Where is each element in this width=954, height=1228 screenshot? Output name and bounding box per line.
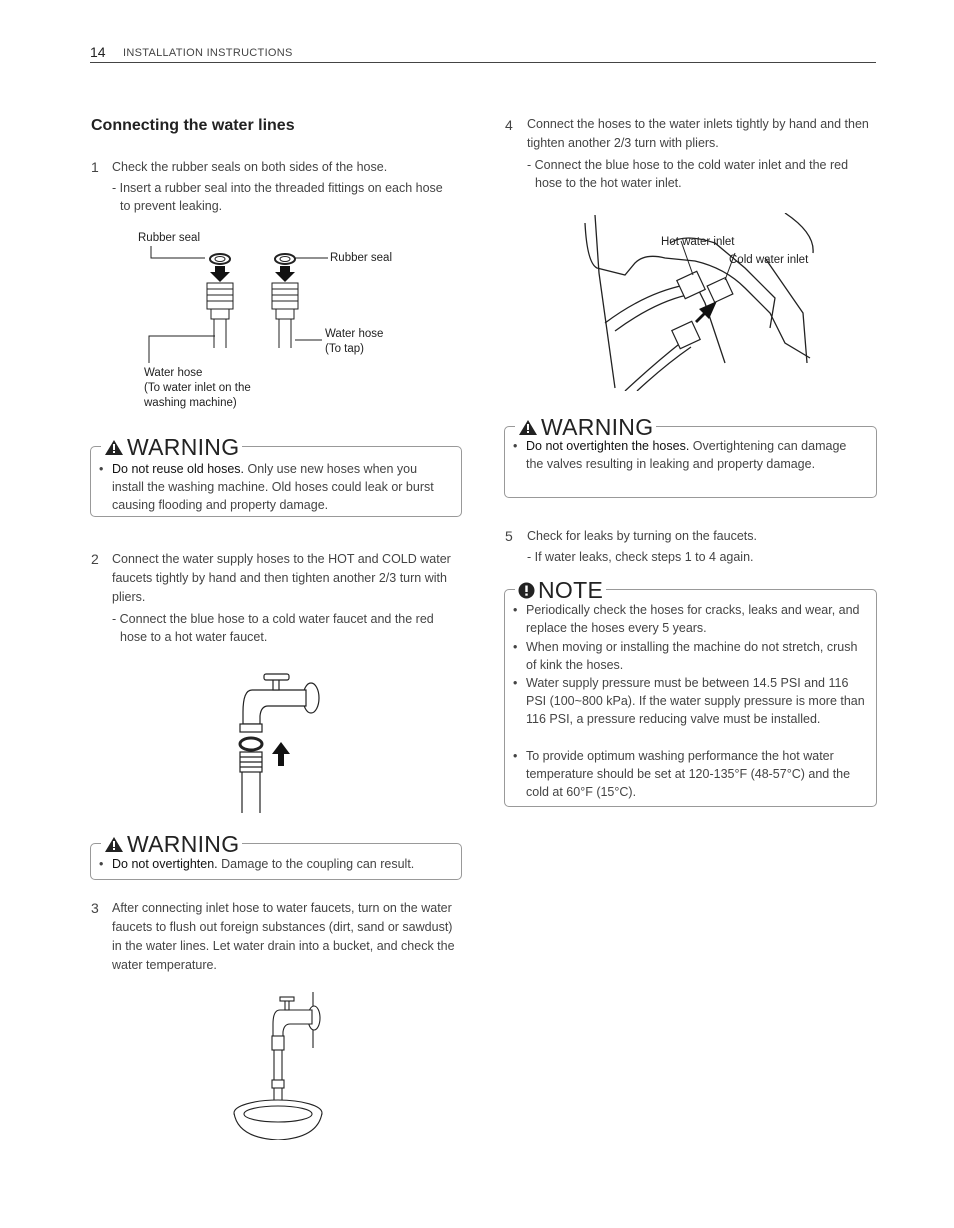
- warning-box-3: [504, 414, 877, 498]
- step-3-text: After connecting inlet hose to water faucets, turn on the water faucets to flush out foreign substances (dirt, sand or sawdust) in the water lines. Let water drain into a bucket, and check the water temperature.: [112, 901, 455, 972]
- page-number: 14: [90, 44, 106, 60]
- hot-water-inlet-label: Hot water inlet: [661, 236, 735, 248]
- warning-strong: Do not overtighten the hoses.: [526, 439, 690, 453]
- label-line: washing machine): [144, 397, 237, 409]
- warning-triangle-icon: [104, 836, 124, 853]
- step-4-sub: - Connect the blue hose to the cold water inlet and the red hose to the hot water inlet.: [527, 158, 849, 190]
- note-item: [513, 674, 869, 728]
- warning-text: Damage to the coupling can result.: [217, 857, 415, 871]
- bullet: •: [99, 462, 104, 476]
- note-item: [513, 747, 869, 801]
- note-title: [515, 577, 606, 603]
- note-item-text: When moving or installing the machine do not stretch, crush of kink the hoses.: [526, 640, 858, 672]
- rubber-seal-label-right: Rubber seal: [330, 252, 393, 264]
- cold-water-inlet-label: Cold water inlet: [729, 254, 809, 266]
- faucet-illustration: [228, 668, 328, 813]
- warning-title-text: WARNING: [127, 434, 240, 460]
- warning-item: [513, 437, 865, 473]
- warning-title: [101, 831, 242, 857]
- note-item-text: To provide optimum washing performance the hot water temperature should be set at 120-135°F (48-57°C) and the cold at 60°F (15°C).: [526, 749, 851, 799]
- bullet: •: [513, 676, 518, 690]
- label-line: (To tap): [325, 343, 364, 355]
- warning-triangle-icon: [518, 419, 538, 436]
- step-1-sub: - Insert a rubber seal into the threaded fittings on each hose to prevent leaking.: [112, 181, 443, 213]
- step-1-text: Check the rubber seals on both sides of the hose.: [112, 160, 388, 174]
- warning-text: Only use new hoses when you install the washing machine. Old hoses could leak or burst causing flooding and property damage.: [112, 462, 434, 512]
- exclamation-circle-icon: [518, 582, 535, 599]
- label-line: Water hose: [144, 367, 203, 379]
- note-item-text: Water supply pressure must be between 14.5 PSI and 116 PSI (100~800 kPa). If the water supply pressure is more than 116 PSI, a pressure reducing valve must be installed.: [526, 676, 865, 726]
- warning-title-text: WARNING: [127, 831, 240, 857]
- water-hose-tap-label: [325, 327, 383, 357]
- step-4-text: Connect the hoses to the water inlets tightly by hand and then tighten another 2/3 turn with pliers.: [527, 117, 869, 150]
- note-item: [513, 601, 869, 637]
- warning-text: Overtightening can damage the valves resulting in leaking and property damage.: [526, 439, 847, 471]
- bullet: •: [513, 603, 518, 617]
- warning-title: [101, 434, 242, 460]
- bullet: •: [99, 857, 104, 871]
- step-5-number: 5: [505, 528, 513, 544]
- bullet: •: [513, 749, 518, 763]
- bullet: •: [513, 640, 518, 654]
- step-2-number: 2: [91, 551, 99, 567]
- step-4-number: 4: [505, 117, 513, 133]
- warning-strong: Do not reuse old hoses.: [112, 462, 245, 476]
- warning-box-1: [90, 434, 462, 517]
- warning-item: [99, 855, 454, 873]
- note-title-text: NOTE: [538, 577, 604, 603]
- label-line: Water hose: [325, 328, 384, 340]
- warning-title-text: WARNING: [541, 414, 654, 440]
- faucet-bucket-illustration: [228, 990, 328, 1140]
- warning-triangle-icon: [104, 439, 124, 456]
- warning-strong: Do not overtighten.: [112, 857, 218, 871]
- bullet: •: [513, 439, 518, 453]
- section-title: Connecting the water lines: [91, 117, 295, 134]
- rubber-seal-label-left: Rubber seal: [138, 232, 201, 244]
- step-3-number: 3: [91, 900, 99, 916]
- note-item-text: Periodically check the hoses for cracks, leaks and wear, and replace the hoses every 5 years.: [526, 603, 860, 635]
- step-5-sub: - If water leaks, check steps 1 to 4 again.: [527, 550, 754, 564]
- step-5-text: Check for leaks by turning on the faucets.: [527, 529, 757, 543]
- warning-box-2: [90, 831, 462, 880]
- running-title: INSTALLATION INSTRUCTIONS: [123, 47, 293, 59]
- page-header: [90, 44, 876, 63]
- step-2-text: Connect the water supply hoses to the HOT and COLD water faucets tightly by hand and then tighten another 2/3 turn with pliers.: [112, 552, 451, 604]
- step-2-sub: - Connect the blue hose to a cold water faucet and the red hose to a hot water faucet.: [112, 612, 434, 644]
- step-1-number: 1: [91, 159, 99, 175]
- label-line: (To water inlet on the: [144, 382, 251, 394]
- note-box: [504, 577, 877, 807]
- water-hose-inlet-label: [144, 366, 251, 411]
- warning-item: [99, 460, 444, 514]
- note-item: [513, 638, 869, 674]
